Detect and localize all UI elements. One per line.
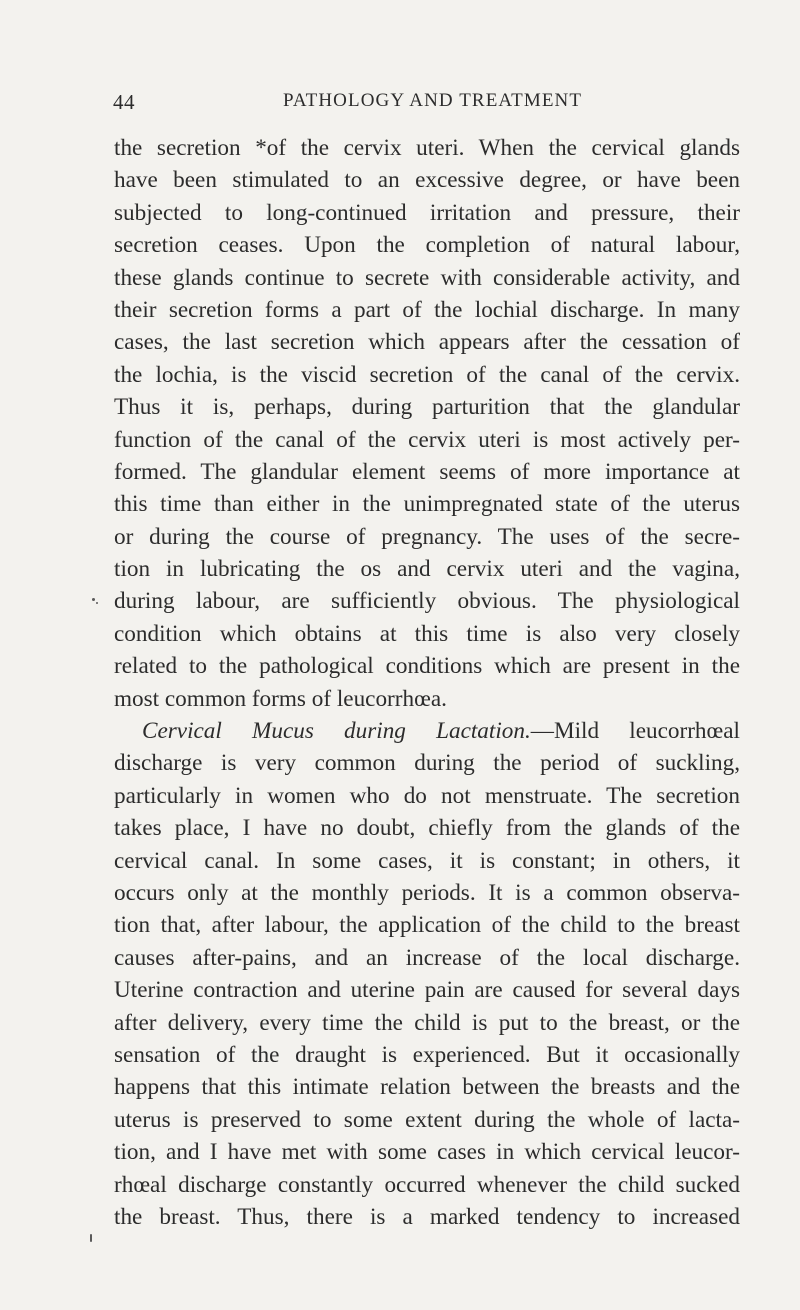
subsection-first-line-rest: —Mild leucorrhœal: [530, 718, 740, 745]
text-line: occurs only at the monthly periods. It is a common observa-: [114, 879, 740, 906]
text-line: or during the course of pregnancy. The uses of the secre-: [114, 523, 740, 550]
text-line: the secretion *of the cervix uteri. When the cervical glands: [114, 135, 740, 161]
text-line: most common forms of leucorrhœa.: [114, 685, 447, 712]
text-line: function of the canal of the cervix uteri is most actively per-: [114, 426, 740, 453]
page-number: 44: [113, 90, 135, 114]
running-title: PATHOLOGY AND TREATMENT: [283, 90, 583, 111]
running-head: [113, 90, 733, 120]
text-line: after delivery, every time the child is put to the breast, or the: [114, 1009, 740, 1036]
print-speck: [96, 602, 98, 604]
text-line: this time than either in the unimpregnated state of the uterus: [114, 491, 740, 518]
text-line: have been stimulated to an excessive degree, or have been: [114, 167, 740, 194]
text-line: related to the pathological conditions which are present in the: [114, 653, 740, 680]
text-line: discharge is very common during the period of suckling,: [114, 750, 740, 777]
text-line: tion, and I have met with some cases in which cervical leucor-: [114, 1139, 740, 1166]
text-line: tion in lubricating the os and cervix uteri and the vagina,: [114, 556, 740, 583]
subsection-heading: Cervical Mucus during Lactation.: [142, 718, 531, 745]
text-line: tion that, after labour, the application of the child to the breast: [114, 912, 740, 939]
text-line: causes after-pains, and an increase of the local discharge.: [114, 944, 740, 971]
text-line: takes place, I have no doubt, chiefly from the glands of the: [114, 815, 740, 842]
text-line: Uterine contraction and uterine pain are caused for several days: [114, 977, 740, 1004]
body-text: [114, 132, 740, 1233]
text-line: particularly in women who do not menstruate. The secretion: [114, 782, 740, 809]
text-line: sensation of the draught is experienced. But it occasionally: [114, 1041, 740, 1068]
text-line: uterus is preserved to some extent during the whole of lacta-: [114, 1106, 740, 1133]
text-line: these glands continue to secrete with considerable activity, and: [114, 264, 740, 291]
text-line: cervical canal. In some cases, it is constant; in others, it: [114, 847, 740, 874]
text-line: happens that this intimate relation between the breasts and the: [114, 1074, 740, 1101]
subsection-first-line: [114, 715, 740, 747]
text-line: cases, the last secretion which appears after the cessation of: [114, 329, 740, 356]
text-line: formed. The glandular element seems of more importance at: [114, 458, 740, 485]
text-line: condition which obtains at this time is also very closely: [114, 620, 740, 647]
print-speck: [90, 1234, 92, 1242]
text-line: the breast. Thus, there is a marked tendency to increased: [114, 1203, 740, 1230]
text-line: rhœal discharge constantly occurred whenever the child sucked: [114, 1171, 740, 1198]
text-line: the lochia, is the viscid secretion of the canal of the cervix.: [114, 361, 740, 388]
text-line: Thus it is, perhaps, during parturition that the glandular: [114, 394, 740, 421]
text-line: during labour, are sufficiently obvious. The physiological: [114, 588, 740, 615]
text-line: secretion ceases. Upon the completion of natural labour,: [114, 232, 740, 259]
text-line: their secretion forms a part of the lochial discharge. In many: [114, 296, 740, 323]
text-line: subjected to long-continued irritation and pressure, their: [114, 199, 740, 226]
print-speck: [92, 598, 95, 601]
